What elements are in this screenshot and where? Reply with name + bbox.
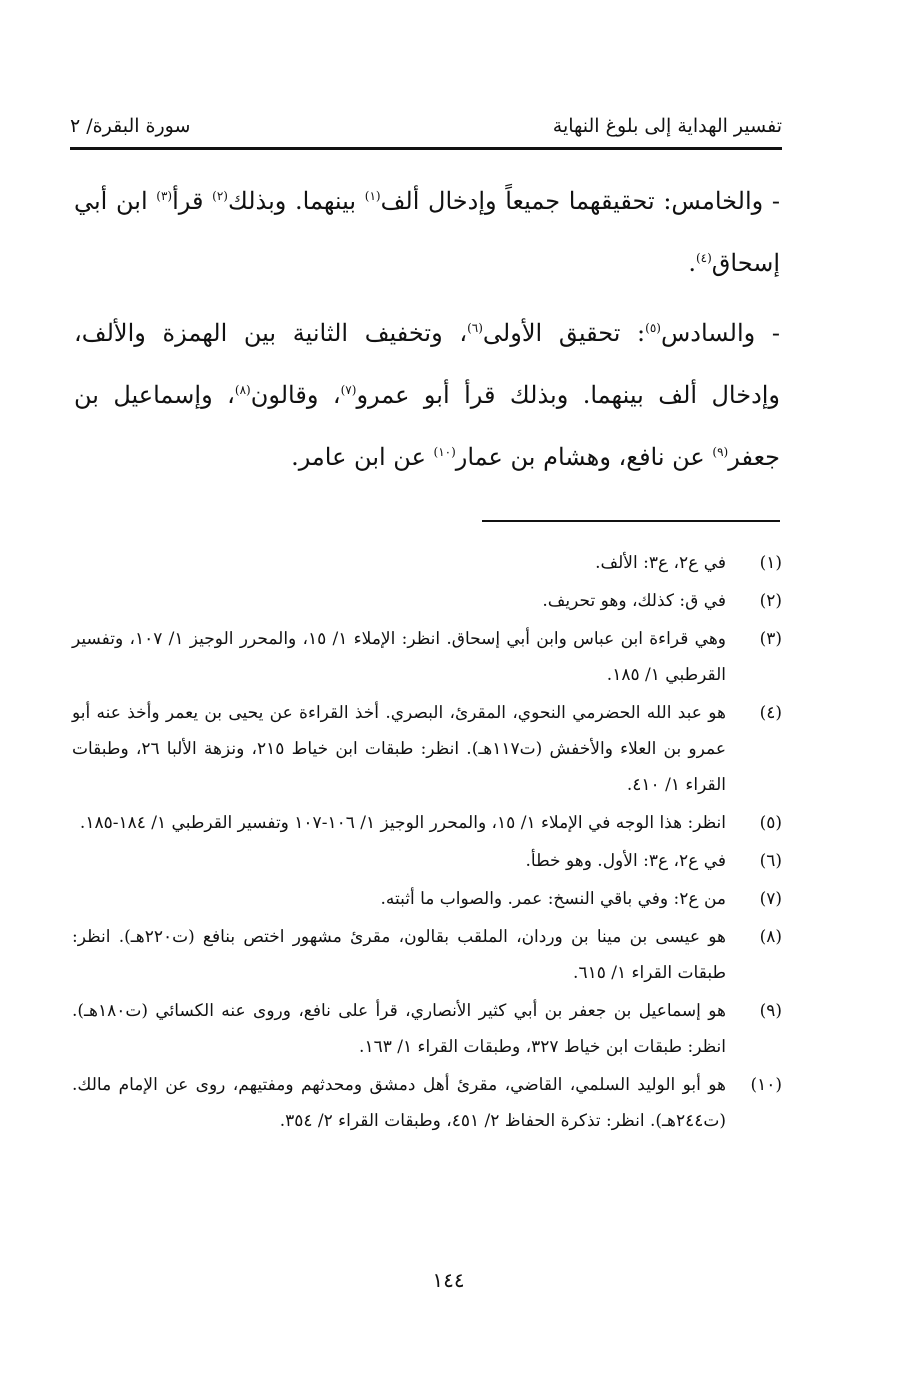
footnotes-section: [72, 545, 782, 1141]
footnote-text: هو عيسى بن مينا بن وردان، الملقب بقالون، مقرئ مشهور اختص بنافع (ت٢٢٠هـ). انظر: طبقات القراء ١/ ٦١٥.: [72, 927, 726, 983]
footnote-number: (١٠): [750, 1075, 782, 1095]
footnote-text: هو إسماعيل بن جعفر بن أبي كثير الأنصاري، قرأ على نافع، وروى عنه الكسائي (ت١٨٠هـ). انظر: طبقات ابن خياط ٣٢٧، وطبقات القراء ١/ ١٦٣.: [72, 1001, 726, 1057]
footnote-text: في ع٢، ع٣: الأول. وهو خطأ.: [525, 851, 726, 871]
footnote-item: [72, 805, 782, 841]
text-segment: ، وقالون: [250, 381, 341, 409]
footnote-item: [72, 919, 782, 991]
footnote-item: [72, 695, 782, 803]
text-segment: ، وتخفيف الثانية بين الهمزة والألف، وإدخال ألف بينهما. وبذلك قرأ أبو عمرو: [74, 319, 781, 409]
footnote-item: [72, 545, 782, 581]
chapter-title: سورة البقرة/ ٢: [70, 115, 191, 137]
paragraph-fifth-method: [74, 170, 780, 294]
text-segment: عن ابن عامر.: [291, 443, 434, 471]
footnote-text: انظر: هذا الوجه في الإملاء ١/ ١٥، والمحرر الوجيز ١/ ١٠٦-١٠٧ وتفسير القرطبي ١/ ١٨٤-١٨٥.: [79, 813, 726, 833]
footnote-number: (٣): [759, 629, 782, 649]
footnote-text: من ع٢: وفي باقي النسخ: عمر. والصواب ما أثبته.: [380, 889, 726, 909]
footnote-item: [72, 621, 782, 693]
page-number: ١٤٤: [432, 1268, 465, 1292]
footnote-text: وهي قراءة ابن عباس وابن أبي إسحاق. انظر: الإملاء ١/ ١٥، والمحرر الوجيز ١/ ١٠٧، وتفسير القرطبي ١/ ١٨٥.: [72, 629, 726, 685]
footnote-marker: (٢): [212, 189, 228, 203]
footnote-marker: (٤): [695, 251, 712, 265]
text-segment: .: [688, 249, 696, 277]
text-segment: - والخامس: تحقيقهما جميعاً وإدخال ألف: [380, 187, 781, 215]
footnote-text: في ق: كذلك، وهو تحريف.: [542, 591, 726, 611]
footnote-marker: (٩): [712, 445, 729, 459]
footnote-item: [72, 881, 782, 917]
running-header: [70, 108, 782, 144]
footnote-text: هو أبو الوليد السلمي، القاضي، مقرئ أهل دمشق ومحدثهم ومفتيهم، روى عن الإمام مالك. (ت٢٤٤هـ). انظر: تذكرة الحفاظ ٢/ ٤٥١، وطبقات القراء ٢/ ٣٥٤.: [72, 1075, 726, 1131]
footnote-item: [72, 583, 782, 619]
text-segment: - والسادس: [660, 319, 780, 347]
footnote-divider: [482, 520, 780, 522]
text-segment: ابن أبي إسحاق: [74, 187, 780, 277]
footnote-marker: (٥): [645, 321, 661, 335]
book-title: تفسير الهداية إلى بلوغ النهاية: [552, 115, 782, 137]
footnote-marker: (٣): [156, 189, 173, 203]
footnote-number: (١): [759, 553, 782, 573]
footnote-text: هو عبد الله الحضرمي النحوي، المقرئ، البصري. أخذ القراءة عن يحيى بن يعمر وأخذ عنه أبو عمرو بن العلاء والأخفش (ت١١٧هـ). انظر: طبقات ابن خياط ٢١٥، ونزهة الألبا ٢٦، وطبقات القراء ١/ ٤١٠.: [72, 703, 727, 795]
header-divider: [70, 147, 782, 150]
footnote-marker: (١٠): [433, 445, 456, 459]
footnote-item: [72, 1067, 782, 1139]
footnote-marker: (١): [364, 189, 381, 203]
footnote-item: [72, 993, 782, 1065]
footnote-item: [72, 843, 782, 879]
footnote-marker: (٦): [467, 321, 483, 335]
footnote-text: في ع٢، ع٣: الألف.: [595, 553, 726, 573]
text-segment: بينهما. وبذلك: [227, 187, 365, 215]
text-segment: : تحقيق الأولى: [482, 319, 646, 347]
main-text: [74, 170, 780, 496]
footnote-number: (٨): [759, 927, 782, 947]
text-segment: ، وإسماعيل بن جعفر: [74, 381, 780, 471]
footnote-marker: (٧): [340, 383, 357, 397]
footnote-number: (٥): [759, 813, 782, 833]
footnote-marker: (٨): [234, 383, 251, 397]
footnote-number: (٧): [759, 889, 782, 909]
paragraph-sixth-method: [74, 302, 780, 488]
footnote-number: (٤): [759, 703, 782, 723]
text-segment: عن نافع، وهشام بن عمار: [455, 443, 713, 471]
footnote-number: (٦): [759, 851, 782, 871]
footnote-number: (٩): [759, 1001, 782, 1021]
text-segment: قرأ: [172, 187, 213, 215]
footnote-number: (٢): [759, 591, 782, 611]
